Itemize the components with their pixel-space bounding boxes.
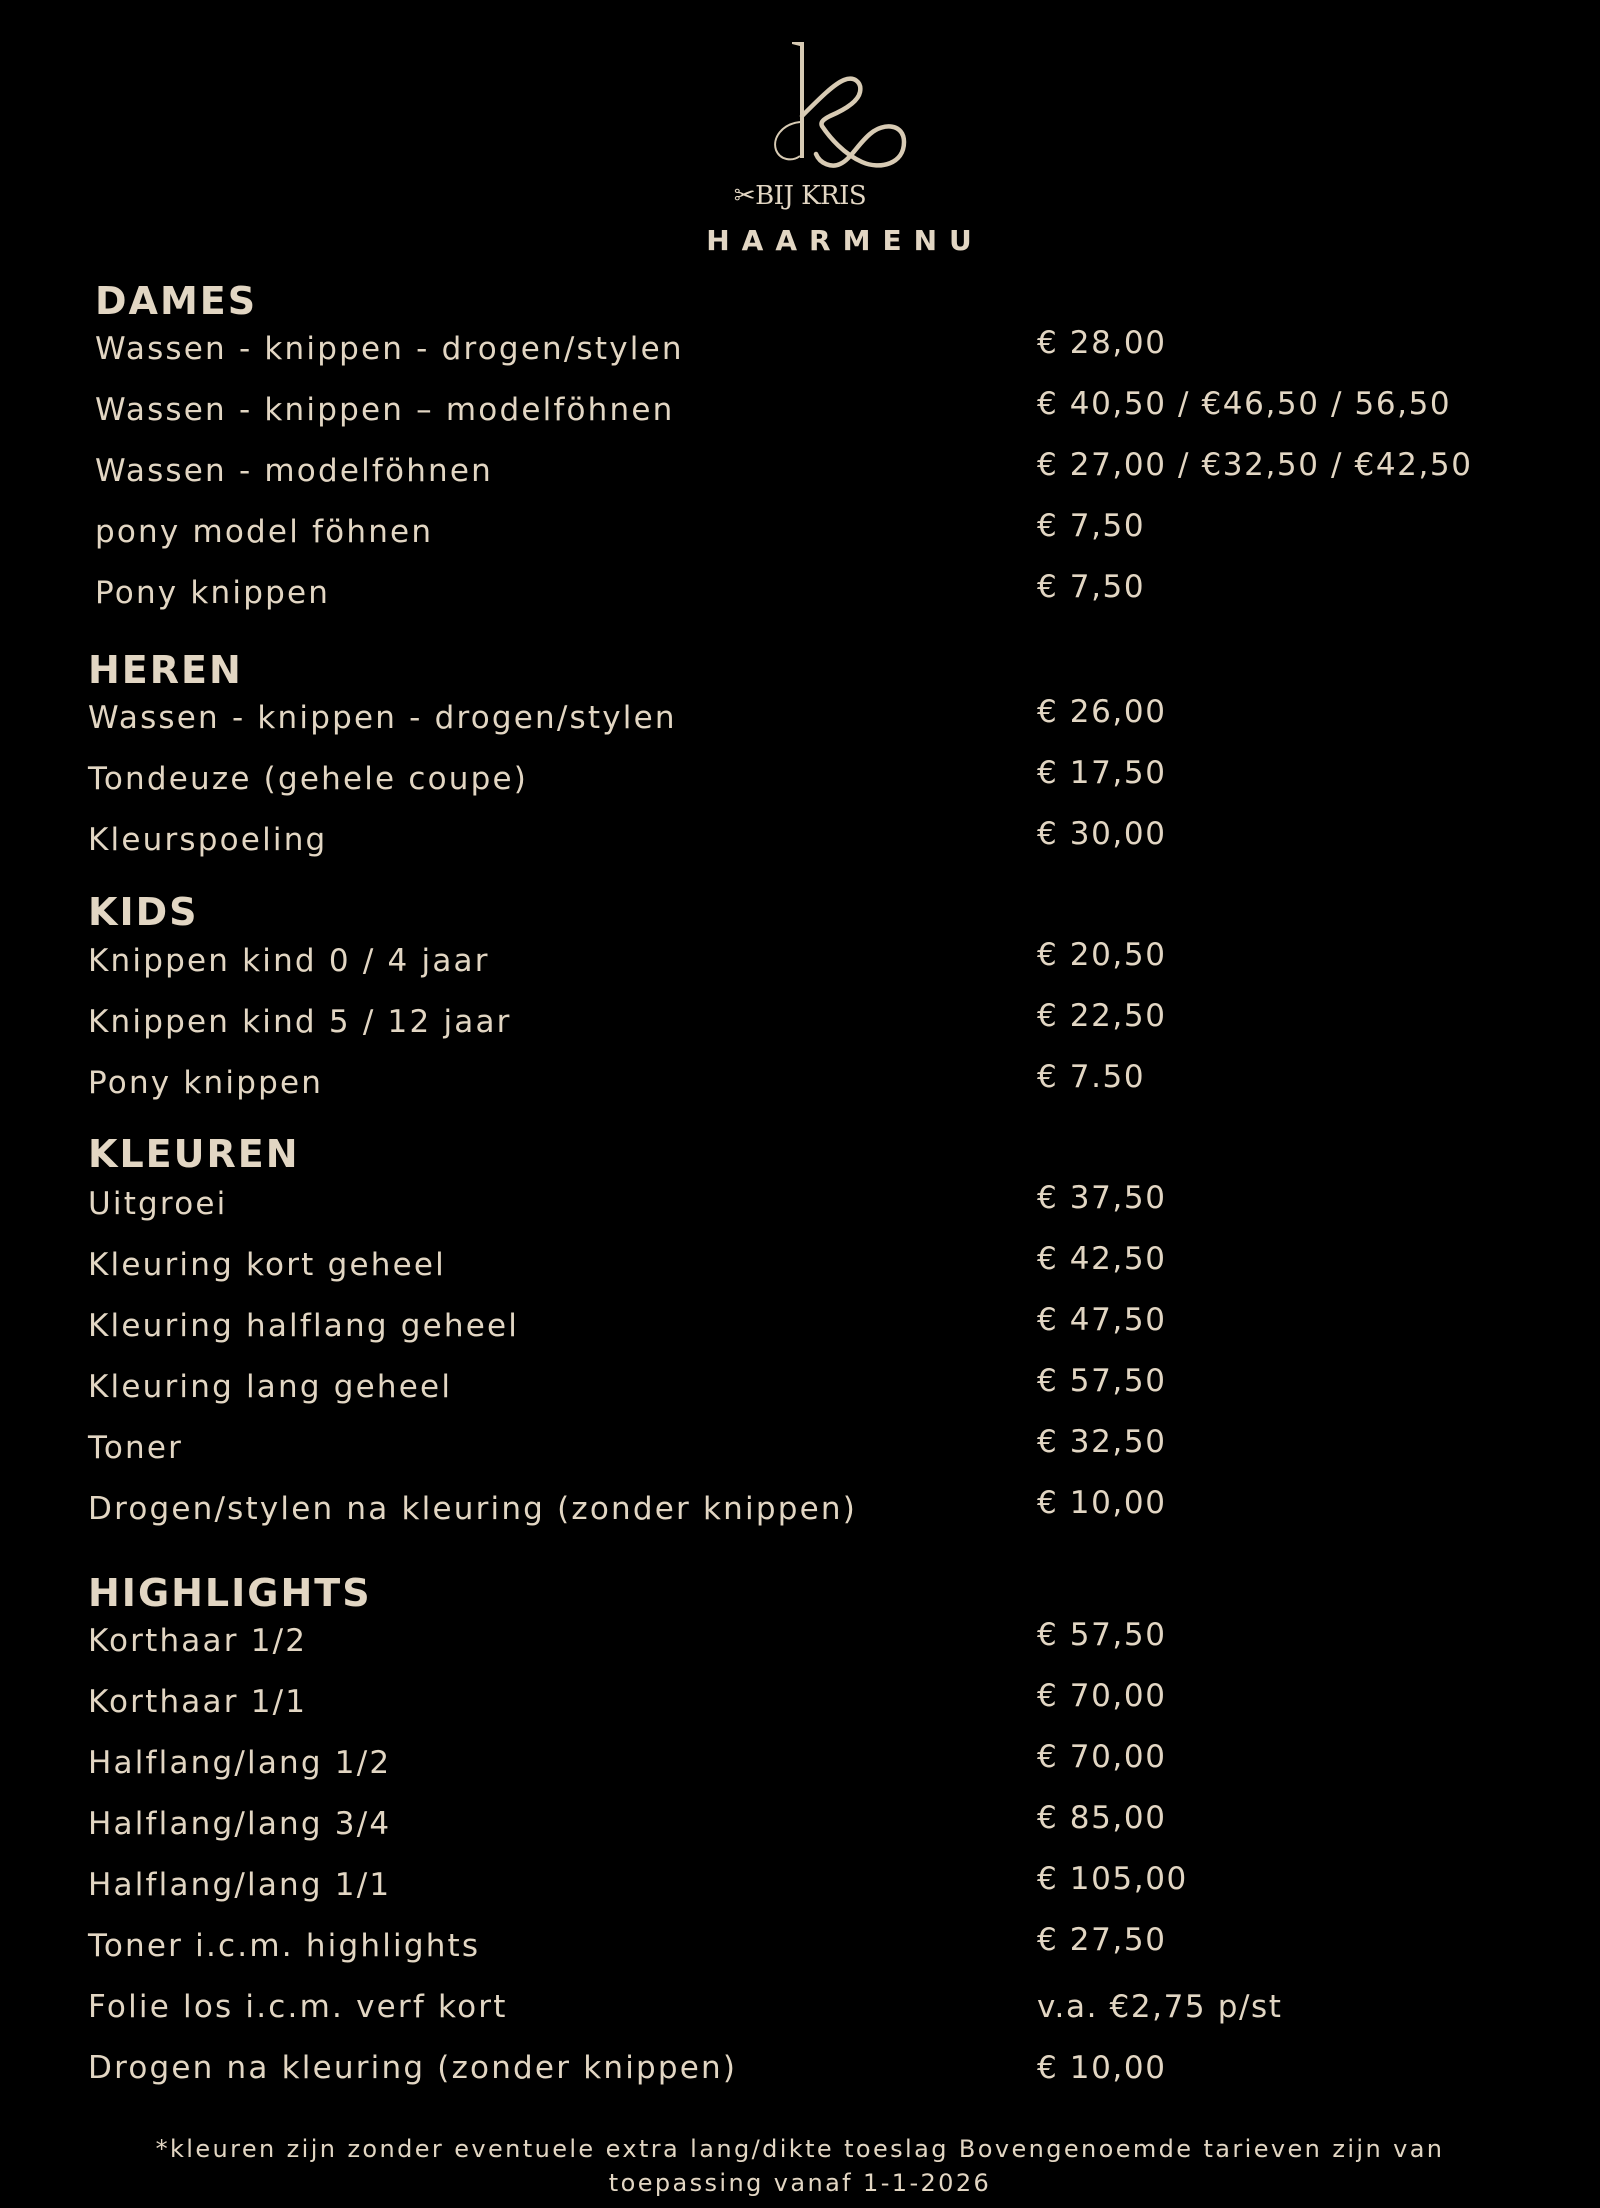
menu-row	[0, 510, 1600, 554]
service-price: € 22,50	[1037, 998, 1167, 1034]
section-title-kids: KIDS	[88, 890, 199, 934]
service-price: € 7.50	[1037, 1059, 1146, 1095]
section-title-dames: DAMES	[95, 279, 258, 323]
service-price: € 30,00	[1037, 816, 1167, 852]
footnote-line-1: *kleuren zijn zonder eventuele extra lang/dikte toeslag Bovengenoemde tarieven zijn van	[155, 2135, 1445, 2163]
service-price: € 32,50	[1037, 1424, 1167, 1460]
service-price: € 70,00	[1037, 1739, 1167, 1775]
service-label: Knippen kind 5 / 12 jaar	[88, 1004, 512, 1040]
menu-row	[0, 2046, 1600, 2090]
service-label: Wassen - modelföhnen	[95, 453, 494, 489]
service-label: Uitgroei	[88, 1186, 228, 1222]
service-label: Tondeuze (gehele coupe)	[88, 761, 529, 797]
footnote	[0, 2132, 1600, 2200]
menu-row	[0, 1741, 1600, 1785]
service-price: € 20,50	[1037, 937, 1167, 973]
service-label: Halflang/lang 3/4	[88, 1806, 392, 1842]
menu-row	[0, 757, 1600, 801]
service-price: € 70,00	[1037, 1678, 1167, 1714]
menu-row	[0, 1802, 1600, 1846]
section-title-heren: HEREN	[88, 648, 243, 692]
menu-row	[0, 1863, 1600, 1907]
service-label: Drogen na kleuring (zonder knippen)	[88, 2050, 738, 2086]
service-label: Kleuring kort geheel	[88, 1247, 446, 1283]
service-label: Kleuring halflang geheel	[88, 1308, 520, 1344]
service-price: € 27,50	[1037, 1922, 1167, 1958]
service-label: Knippen kind 0 / 4 jaar	[88, 943, 490, 979]
section-title-kleuren: KLEUREN	[88, 1132, 300, 1176]
service-price: € 47,50	[1037, 1302, 1167, 1338]
service-price: € 7,50	[1037, 569, 1146, 605]
menu-row	[0, 1182, 1600, 1226]
menu-row	[0, 1426, 1600, 1470]
service-label: Folie los i.c.m. verf kort	[88, 1989, 508, 2025]
service-price: € 105,00	[1037, 1861, 1188, 1897]
menu-row	[0, 818, 1600, 862]
bij-kris-logo	[770, 38, 910, 178]
service-label: Wassen - knippen - drogen/stylen	[95, 331, 684, 367]
service-price: € 37,50	[1037, 1180, 1167, 1216]
service-label: Kleuring lang geheel	[88, 1369, 453, 1405]
service-price: € 17,50	[1037, 755, 1167, 791]
menu-row	[0, 1000, 1600, 1044]
service-label: Korthaar 1/1	[88, 1684, 308, 1720]
menu-row	[0, 696, 1600, 740]
service-label: Halflang/lang 1/1	[88, 1867, 392, 1903]
service-price: € 10,00	[1037, 1485, 1167, 1521]
service-label: Kleurspoeling	[88, 822, 328, 858]
menu-row	[0, 1243, 1600, 1287]
menu-row	[0, 939, 1600, 983]
section-title-highlights: HIGHLIGHTS	[88, 1571, 372, 1615]
service-price: € 57,50	[1037, 1363, 1167, 1399]
service-price: € 27,00 / €32,50 / €42,50	[1037, 447, 1473, 483]
service-label: Halflang/lang 1/2	[88, 1745, 392, 1781]
service-price: € 10,00	[1037, 2050, 1167, 2086]
service-label: pony model föhnen	[95, 514, 434, 550]
menu-row	[0, 327, 1600, 371]
service-label: Toner	[88, 1430, 184, 1466]
service-price: € 26,00	[1037, 694, 1167, 730]
menu-row	[0, 449, 1600, 493]
footnote-line-2: toepassing vanaf 1-1-2026	[608, 2169, 992, 2197]
service-label: Drogen/stylen na kleuring (zonder knippen)	[88, 1491, 858, 1527]
service-price: € 42,50	[1037, 1241, 1167, 1277]
menu-row	[0, 1061, 1600, 1105]
brand-name: ✂BIJ KRIS	[733, 181, 867, 211]
service-price: € 7,50	[1037, 508, 1146, 544]
service-label: Pony knippen	[88, 1065, 324, 1101]
menu-row	[0, 1487, 1600, 1531]
menu-row	[0, 1985, 1600, 2029]
service-label: Korthaar 1/2	[88, 1623, 308, 1659]
menu-row	[0, 388, 1600, 432]
service-price: € 85,00	[1037, 1800, 1167, 1836]
service-price: € 28,00	[1037, 325, 1167, 361]
menu-row	[0, 1365, 1600, 1409]
service-label: Wassen - knippen – modelföhnen	[95, 392, 675, 428]
menu-row	[0, 1304, 1600, 1348]
menu-row	[0, 571, 1600, 615]
menu-title: HAARMENU	[706, 224, 984, 257]
service-label: Pony knippen	[95, 575, 331, 611]
service-price: v.a. €2,75 p/st	[1037, 1989, 1283, 2025]
service-label: Wassen - knippen - drogen/stylen	[88, 700, 677, 736]
service-label: Toner i.c.m. highlights	[88, 1928, 481, 1964]
service-price: € 57,50	[1037, 1617, 1167, 1653]
menu-row	[0, 1619, 1600, 1663]
menu-row	[0, 1680, 1600, 1724]
menu-row	[0, 1924, 1600, 1968]
service-price: € 40,50 / €46,50 / 56,50	[1037, 386, 1452, 422]
